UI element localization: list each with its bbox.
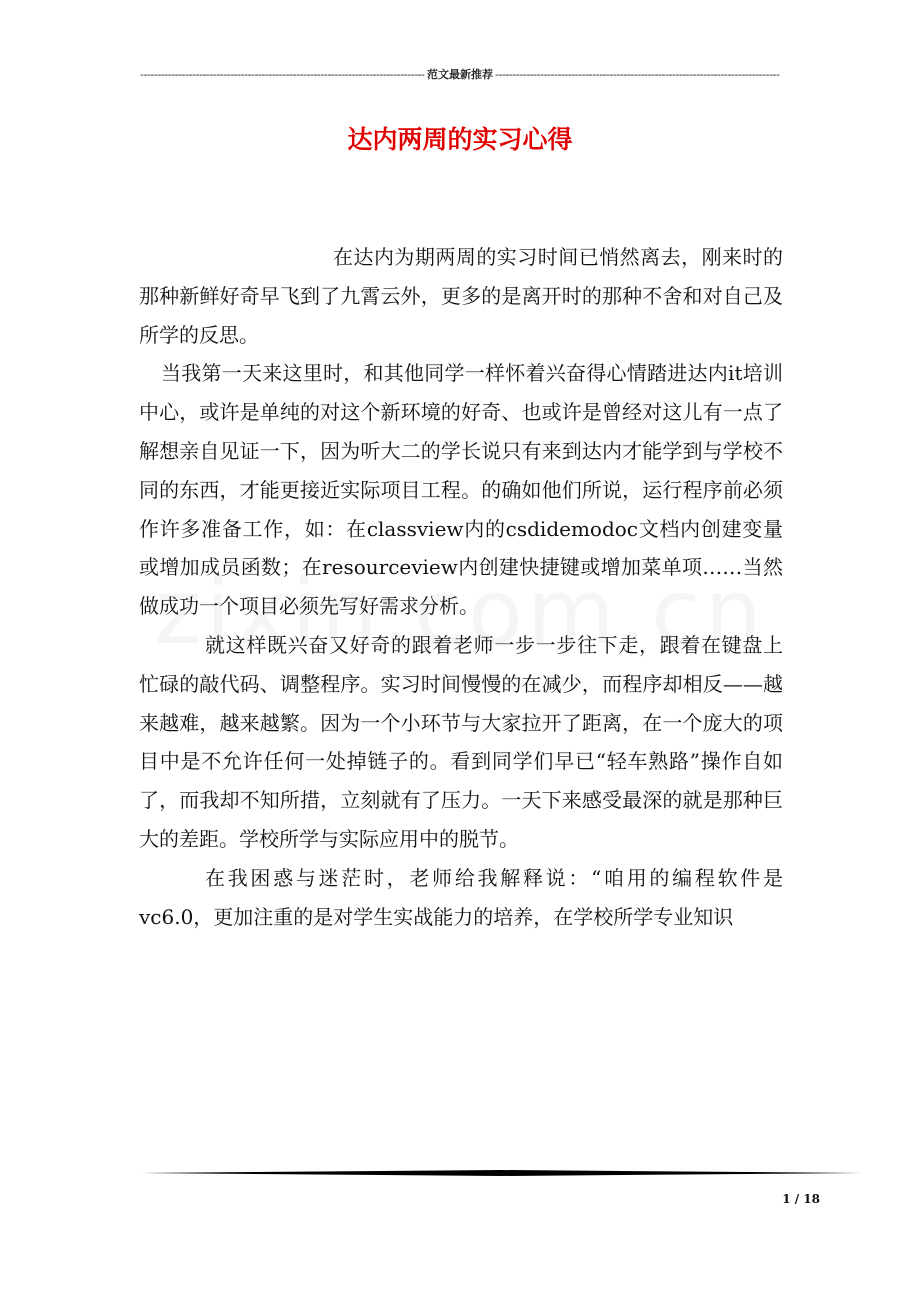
header-rule-right — [495, 68, 780, 81]
paragraph-3: 就这样既兴奋又好奇的跟着老师一步一步往下走，跟着在键盘上忙碌的敲代码、调整程序。实习时间慢慢的在减少，而程序却相反——越来越难，越来越繁。因为一个小环节与大家拉开了距离，在一个庞大的项目中是不允许任何一处掉链子的。看到同学们早已“轻车熟路”操作自如了，而我却不知所措，立刻就有了压力。一天下来感受最深的就是那种巨大的差距。学校所学与实际应用中的脱节。 — [139, 632, 783, 851]
footer-rule — [140, 1170, 862, 1176]
paragraph-2: 当我第一天来这里时，和其他同学一样怀着兴奋得心情踏进达内it培训中心，或许是单纯的对这个新环境的好奇、也或许是曾经对这儿有一点了解想亲自见证一下，因为听大二的学长说只有来到达内才能学到与学校不同的东西，才能更接近实际项目工程。的确如他们所说，运行程序前必须作许多准备工作，如：在classview内的csdidemodoc文档内创建变量或增加成员函数；在resourceview内创建快捷键或增加菜单项……当然做成功一个项目必须先写好需求分析。 — [139, 361, 783, 619]
header-rule-left — [140, 68, 425, 81]
document-title: 达内两周的实习心得 — [347, 125, 573, 154]
page-header — [140, 66, 780, 82]
page-number: 1 / 18 — [782, 1192, 820, 1206]
paragraph-1: 在达内为期两周的实习时间已悄然离去，刚来时的那种新鲜好奇早飞到了九霄云外，更多的是离开时的那种不舍和对自己及所学的反思。 — [139, 245, 783, 347]
header-label: 范文最新推荐 — [427, 68, 493, 81]
document-body — [139, 238, 783, 936]
paragraph-4: 在我困惑与迷茫时，老师给我解释说：“咱用的编程软件是vc6.0，更加注重的是对学生实战能力的培养，在学校所学专业知识 — [139, 865, 783, 929]
